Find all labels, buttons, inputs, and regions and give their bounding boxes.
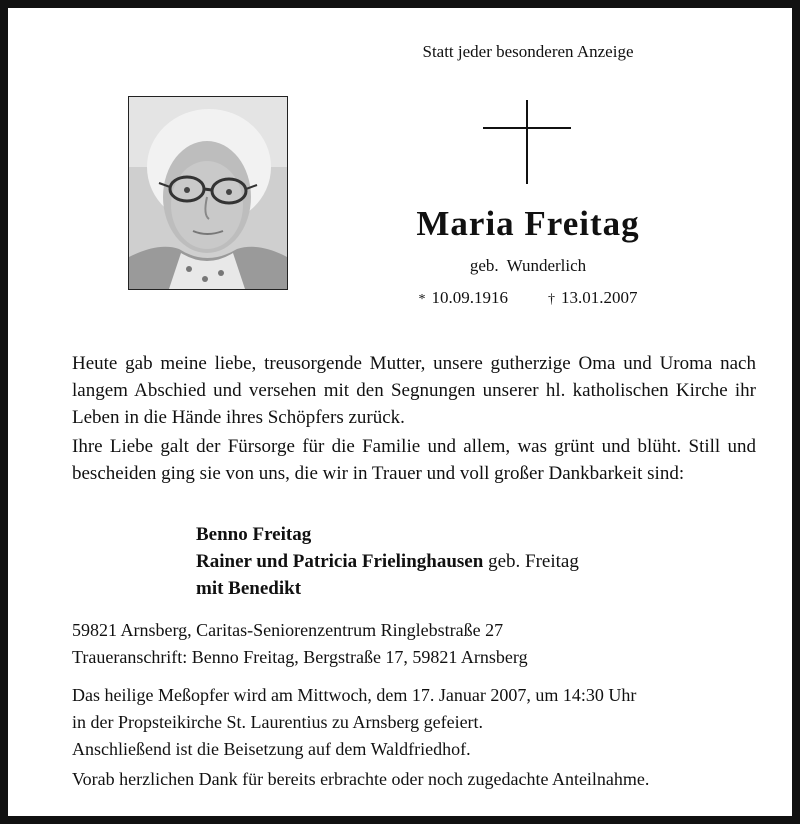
- mourner-2: [196, 548, 756, 575]
- deceased-name: Maria Freitag: [416, 204, 640, 243]
- notice-header: Statt jeder besonderen Anzeige: [422, 42, 634, 61]
- life-dates: [348, 288, 708, 308]
- mourner-2-nee: geb. Freitag: [488, 551, 579, 572]
- address-block: [72, 617, 756, 671]
- born-symbol: *: [418, 292, 426, 307]
- service-line-1: Das heilige Meßopfer wird am Mittwoch, dem 17. Januar 2007, um 14:30 Uhr: [72, 685, 637, 705]
- portrait-photo: [128, 96, 288, 290]
- death-date: 13.01.2007: [561, 288, 638, 307]
- residence-address: 59821 Arnsberg, Caritas-Seniorenzentrum Ringlebstraße 27: [72, 620, 504, 640]
- mourner-1: Benno Freitag: [196, 524, 312, 545]
- cross-icon: [483, 100, 571, 184]
- maiden-name: Wunderlich: [506, 256, 587, 275]
- paragraph-tribute: Ihre Liebe galt der Fürsorge für die Familie und allem, was grünt und blüht. Still und bescheiden ging sie von uns, die wir in Trauer und voll großer Dankbarkeit sind:: [72, 436, 756, 484]
- service-info: [72, 682, 756, 763]
- service-line-2: in der Propsteikirche St. Laurentius zu Arnsberg gefeiert.: [72, 712, 484, 732]
- obituary-text: [72, 350, 756, 487]
- died-symbol: †: [548, 292, 555, 307]
- nee-label: geb.: [469, 256, 499, 275]
- mourning-address: Traueranschrift: Benno Freitag, Bergstraße 17, 59821 Arnsberg: [72, 647, 528, 667]
- portrait-image: [129, 97, 287, 289]
- birth-date: 10.09.1916: [431, 288, 508, 307]
- maiden-name-line: [348, 256, 708, 276]
- service-line-3: Anschließend ist die Beisetzung auf dem Waldfriedhof.: [72, 739, 471, 759]
- mourner-3: mit Benedikt: [196, 578, 302, 599]
- mourner-2-names: Rainer und Patricia Frielinghausen: [196, 551, 484, 572]
- mourners-list: [196, 521, 756, 602]
- paragraph-passing: Heute gab meine liebe, treusorgende Mutter, unsere gutherzige Oma und Uroma nach langem Abschied und versehen mit den Segnungen unserer hl. katholischen Kirche ihr Leben in die Hände ihres Schöpfers zurück.: [72, 353, 756, 428]
- thanks-note: Vorab herzlichen Dank für bereits erbrachte oder noch zugedachte Anteilnahme.: [72, 769, 650, 789]
